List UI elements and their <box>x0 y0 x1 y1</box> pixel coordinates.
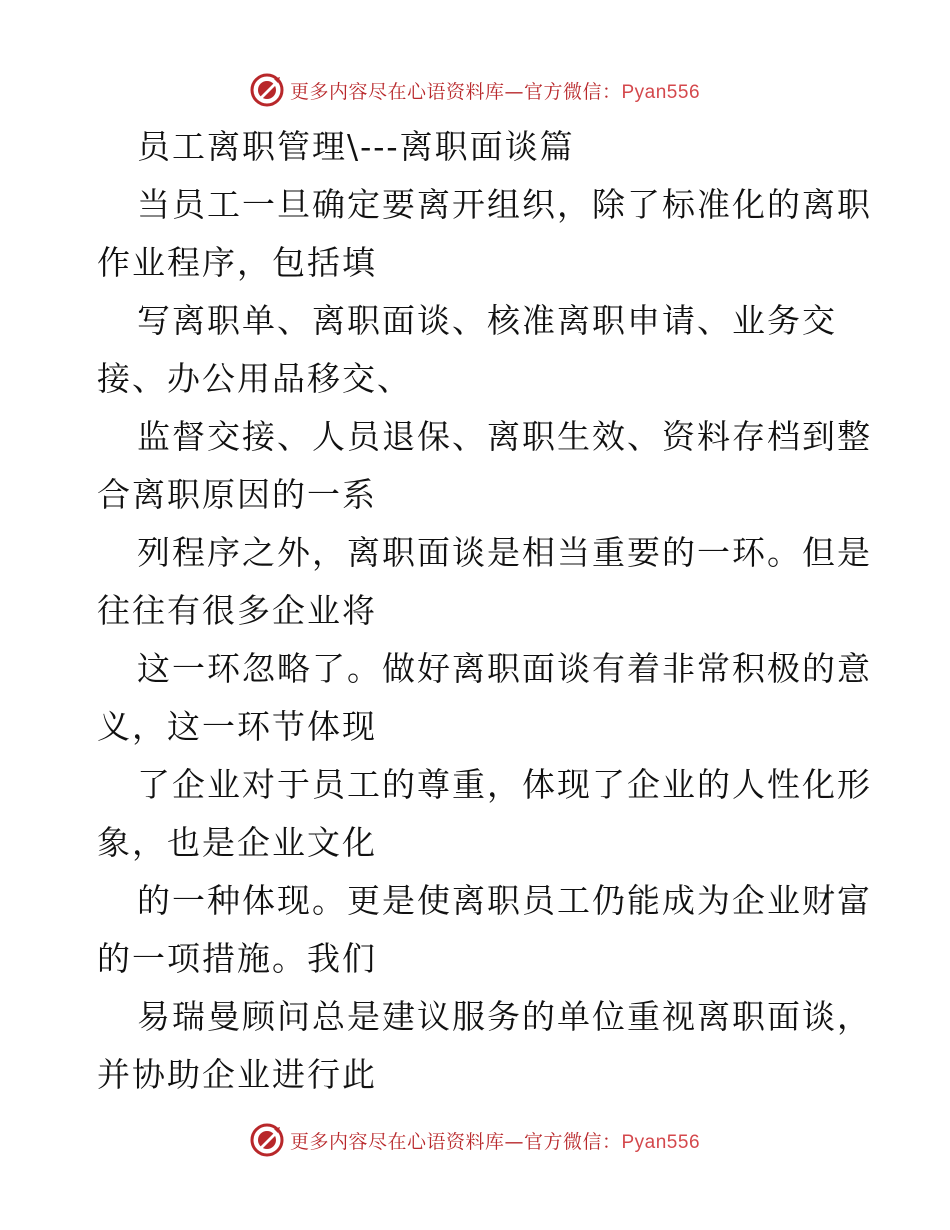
paragraph-line: 往往有很多企业将 <box>97 591 377 630</box>
paragraph-line: 当员工一旦确定要离开组织，除了标准化的离职 <box>137 185 872 224</box>
footer-banner <box>0 1120 950 1160</box>
paragraph-line: 易瑞曼顾问总是建议服务的单位重视离职面谈， <box>137 997 872 1036</box>
banner-wechat-id: Pyan556 <box>621 1131 701 1153</box>
banner-brand-text: 更多内容尽在心语资料库 <box>289 80 505 103</box>
banner-wechat-id: Pyan556 <box>621 81 701 103</box>
banner-brand-text: 更多内容尽在心语资料库 <box>289 1130 505 1153</box>
header-banner <box>0 70 950 110</box>
paragraph-line: 象，也是企业文化 <box>97 823 377 862</box>
paragraph-line: 这一环忽略了。做好离职面谈有着非常积极的意 <box>137 649 872 688</box>
paragraph-line: 义，这一环节体现 <box>97 707 377 746</box>
brand-logo-icon <box>250 1123 284 1157</box>
paragraph-line: 写离职单、离职面谈、核准离职申请、业务交 <box>137 301 837 340</box>
paragraph-line: 列程序之外，离职面谈是相当重要的一环。但是 <box>137 533 872 572</box>
banner-wechat-label: 官方微信： <box>523 1130 622 1153</box>
paragraph-line: 了企业对于员工的尊重，体现了企业的人性化形 <box>137 765 872 804</box>
paragraph-line: 监督交接、人员退保、离职生效、资料存档到整 <box>137 417 872 456</box>
paragraph-line: 接、办公用品移交、 <box>97 359 412 398</box>
document-body <box>97 118 872 1104</box>
paragraph-line: 合离职原因的一系 <box>97 475 377 514</box>
document-title: 员工离职管理\---离职面谈篇 <box>137 127 575 166</box>
banner-wechat-label: 官方微信： <box>523 80 622 103</box>
brand-logo-icon <box>250 73 284 107</box>
paragraph-line: 的一种体现。更是使离职员工仍能成为企业财富 <box>137 881 872 920</box>
banner-separator: — <box>504 1130 524 1153</box>
paragraph-line: 的一项措施。我们 <box>97 939 377 978</box>
paragraph-line: 并协助企业进行此 <box>97 1055 377 1094</box>
banner-separator: — <box>504 80 524 103</box>
paragraph-line: 作业程序，包括填 <box>97 243 377 282</box>
